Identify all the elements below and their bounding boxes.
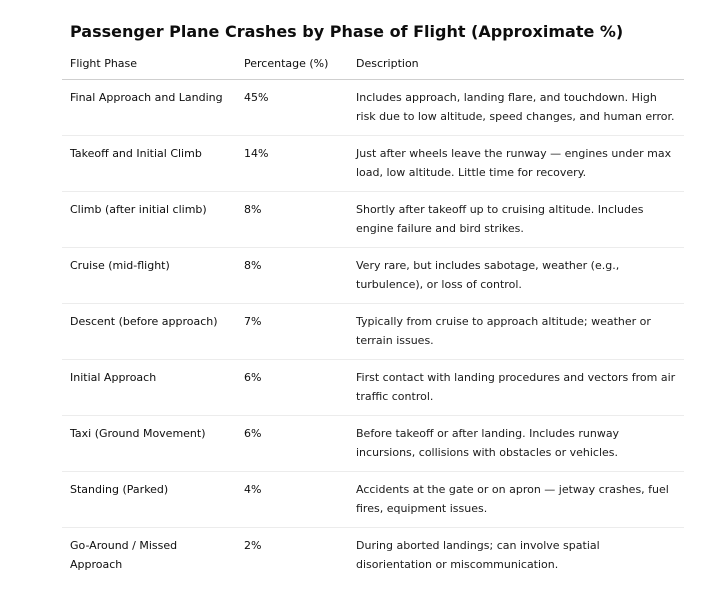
table-row — [62, 416, 684, 472]
percentage-cell: 8% — [236, 192, 348, 248]
table-row — [62, 248, 684, 304]
phase-cell: Descent (before approach) — [62, 304, 236, 360]
table-header-row — [62, 52, 684, 80]
table-row — [62, 528, 684, 584]
percentage-cell: 45% — [236, 80, 348, 136]
description-cell: First contact with landing procedures and vectors from air traffic control. — [348, 360, 684, 416]
percentage-cell: 14% — [236, 136, 348, 192]
table-row — [62, 472, 684, 528]
page-title: Passenger Plane Crashes by Phase of Flight (Approximate %) — [70, 22, 624, 41]
phase-cell: Takeoff and Initial Climb — [62, 136, 236, 192]
percentage-cell: 6% — [236, 416, 348, 472]
description-cell: Typically from cruise to approach altitude; weather or terrain issues. — [348, 304, 684, 360]
description-cell: During aborted landings; can involve spatial disorientation or miscommunication. — [356, 539, 600, 571]
description-cell: Before takeoff or after landing. Includes runway incursions, collisions with obstacles or vehicles. — [348, 416, 684, 472]
description-cell: Accidents at the gate or on apron — jetway crashes, fuel fires, equipment issues. — [348, 472, 684, 528]
description-cell: Very rare, but includes sabotage, weather (e.g., turbulence), or loss of control. — [348, 248, 684, 304]
phase-cell: Standing (Parked) — [62, 472, 236, 528]
phase-cell: Initial Approach — [62, 360, 236, 416]
table-row — [62, 192, 684, 248]
phase-cell: Go-Around / Missed Approach — [70, 539, 178, 571]
percentage-cell: 8% — [236, 248, 348, 304]
percentage-cell: 4% — [236, 472, 348, 528]
description-cell: Shortly after takeoff up to cruising altitude. Includes engine failure and bird strikes. — [348, 192, 684, 248]
percentage-cell: 7% — [236, 304, 348, 360]
phase-cell: Taxi (Ground Movement) — [62, 416, 236, 472]
table-row — [62, 136, 684, 192]
description-cell: Just after wheels leave the runway — engines under max load, low altitude. Little time for recovery. — [348, 136, 684, 192]
table-row — [62, 360, 684, 416]
phase-cell: Cruise (mid-flight) — [62, 248, 236, 304]
table-row — [62, 80, 684, 136]
phase-cell: Final Approach and Landing — [62, 80, 236, 136]
column-header-phase: Flight Phase — [62, 52, 236, 80]
percentage-cell: 2% — [244, 539, 262, 552]
column-header-description: Description — [348, 52, 684, 80]
column-header-percentage: Percentage (%) — [236, 52, 348, 80]
phase-cell: Climb (after initial climb) — [62, 192, 236, 248]
percentage-cell: 6% — [236, 360, 348, 416]
description-cell: Includes approach, landing flare, and touchdown. High risk due to low altitude, speed changes, and human error. — [348, 80, 684, 136]
flight-phase-table — [62, 52, 684, 583]
table-row — [62, 304, 684, 360]
